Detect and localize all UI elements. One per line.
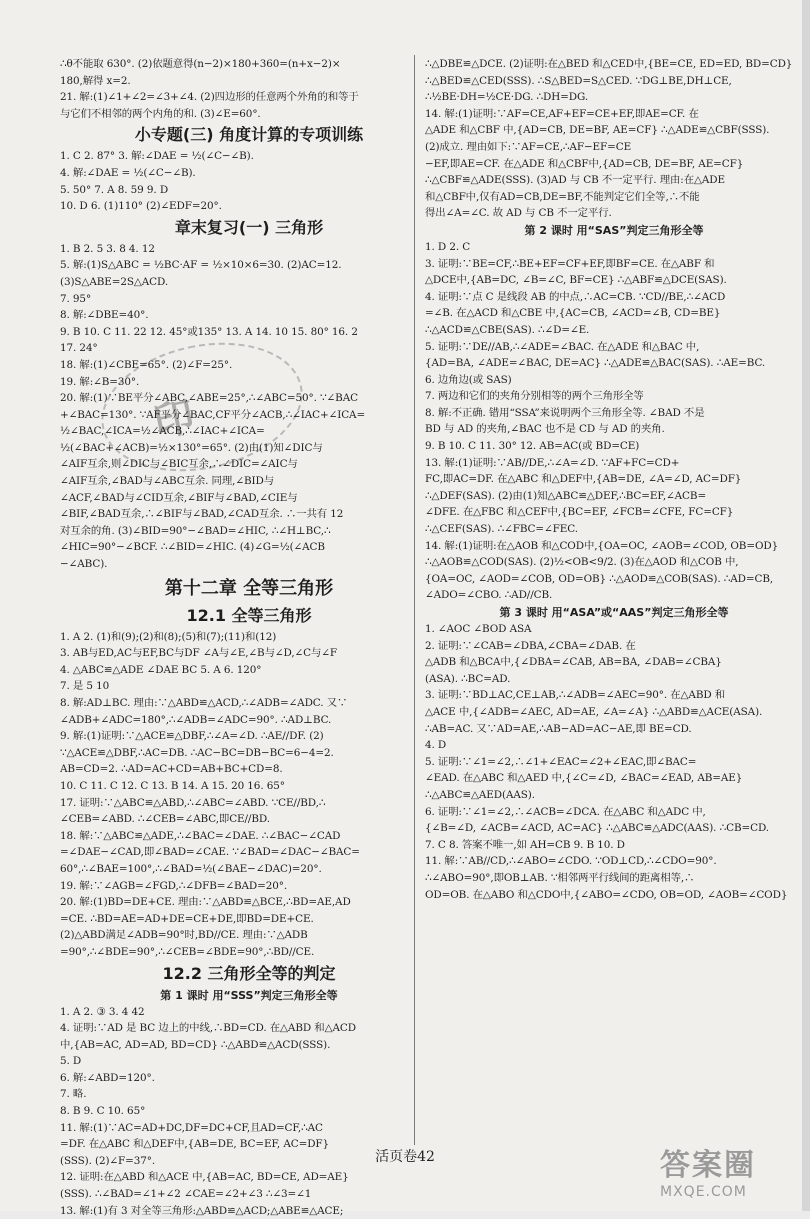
answer-line: 和△CBF中,仅有AD=CB,DE=BF,不能判定它们全等,∴不能 bbox=[425, 190, 700, 203]
answer-line: △ADE 和△CBF 中,{AD=CB, DE=BF, AE=CF} ∴△ADE≌△CBF(SSS). bbox=[425, 124, 770, 137]
answer-line: 6. 证明:∵∠1=∠2,∴∠ACB=∠DCA. 在△ABC 和△ADC 中, bbox=[425, 805, 706, 818]
answer-line: 1. ∠AOC ∠BOD ASA bbox=[425, 623, 532, 635]
answer-line: 对互余的角. (3)∠BID=90°−∠BAD=∠HIC, ∴∠H⊥BC,∴ bbox=[60, 524, 331, 537]
answer-line: ∴△DEF(SAS). (2)由(1)知△ABC≌△DEF,∴BC=EF,∠ACB= bbox=[425, 489, 707, 502]
answer-line: 14. 解:(1)证明:∵AF=CE,AF+EF=CE+EF,即AE=CF. 在 bbox=[425, 107, 699, 120]
answer-line: 20. 解:(1)BD=DE+CE. 理由:∵△ABD≌△BCE,∴BD=AE,AD bbox=[60, 896, 351, 909]
answer-line: {∠B=∠D, ∠ACB=∠ACD, AC=AC} ∴△ABC≌△ADC(AAS). ∴CB=CD. bbox=[425, 822, 770, 835]
answer-line: (ASA). ∴BC=AD. bbox=[425, 672, 511, 685]
answer-line: OD=OB. 在△ABO 和△CDO中,{∠ABO=∠CDO, OB=OD, ∠AOB=∠COD} bbox=[425, 888, 788, 901]
answer-line: 8. B 9. C 10. 65° bbox=[60, 1105, 146, 1118]
answer-line: 13. 解:(1)有 3 对全等三角形:△ABD≌△ACD;△ABE≌△ACE; bbox=[60, 1204, 344, 1217]
answer-line: ∴△CBF≌△ADE(SSS). (3)AD 与 CB 不一定平行. 理由:在△ADE bbox=[425, 174, 725, 187]
answer-line: ∴∠ABO=90°,即OB⊥AB. ∵相邻两平行线间的距离相等,∴ bbox=[425, 871, 695, 884]
answer-line: 7. 是 5 10 bbox=[60, 680, 110, 693]
chapter-title: 第十二章 全等三角形 bbox=[164, 577, 334, 599]
answer-line: 19. 解:∠B=30°. bbox=[60, 375, 140, 388]
answer-line: =∠B. 在△ACD 和△CBE 中,{AC=CB, ∠ACD=∠B, CD=BE} bbox=[425, 307, 721, 320]
answer-line: 4. △ABC≌△ADE ∠DAE BC 5. A 6. 120° bbox=[60, 663, 262, 676]
answer-line: 4. 证明:∵点 C 是线段 AB 的中点,∴AC=CB. ∵CD//BE,∴∠ACD bbox=[425, 290, 726, 303]
answer-line: 17. 证明:∵△ABC≌△ABD,∴∠ABC=∠ABD. ∵CE//BD,∴ bbox=[60, 796, 326, 809]
answer-line: 10. D 6. (1)110° (2)∠EDF=20°. bbox=[60, 200, 222, 213]
right-column bbox=[425, 56, 803, 903]
answer-line: 9. 解:(1)证明:∵△ACE≌△DBF,∴∠A=∠D. ∴AE//DF. (2) bbox=[60, 730, 324, 743]
answer-line: ∠ADO=∠CBO. ∴AD//CB. bbox=[425, 589, 553, 602]
answer-line: 6. 解:∠ABD=120°. bbox=[60, 1071, 155, 1084]
watermark-title: 答案圈 bbox=[660, 1148, 756, 1183]
answer-line: =CE. ∴BD=AE=AD+DE=CE+DE,即BD=DE+CE. bbox=[60, 912, 314, 925]
answer-line: {OA=OC, ∠AOD=∠COB, OD=OB} ∴△AOD≌△COB(SAS). ∴AD=CB, bbox=[425, 572, 774, 585]
answer-line: 12. 证明:在△ABD 和△ACE 中,{AB=AC, BD=CE, AD=AE} bbox=[60, 1171, 349, 1184]
answer-line: (SSS). (2)∠F=37°. bbox=[60, 1154, 156, 1167]
answer-line: 8. 解:不正确. 错用“SSA”来说明两个三角形全等. ∠BAD 不是 bbox=[425, 406, 705, 419]
answer-line: 1. A 2. ③ 3. 4 42 bbox=[60, 1005, 145, 1018]
answer-line: 5. 证明:∵∠1=∠2,∴∠1+∠EAC=∠2+∠EAC,即∠BAC= bbox=[425, 755, 697, 768]
stamp-mark: 印 bbox=[89, 325, 314, 489]
answer-line: 1. B 2. 5 3. 8 4. 12 bbox=[60, 242, 155, 255]
watermark-url: MXQE.COM bbox=[660, 1184, 747, 1200]
page-footer: 活页卷42 bbox=[375, 1149, 435, 1165]
answer-line: △ACE 中,{∠ADB=∠AEC, AD=AE, ∠A=∠A} ∴△ABD≌△ACE(ASA). bbox=[425, 705, 763, 718]
answer-line: 2. 证明:∵∠CAB=∠DBA,∠CBA=∠DAB. 在 bbox=[425, 639, 636, 652]
answer-line: ∠BIF,∠BAD互余,∴∠BIF与∠BAD,∠CAD互余. ∴一共有 12 bbox=[60, 508, 344, 521]
answer-line: 11. 解:∵AB//CD,∴∠ABO=∠CDO. ∵OD⊥CD,∴∠CDO=90°. bbox=[425, 855, 717, 868]
answer-line: 20. 解:(1)∵BE平分∠ABC,∠ABE=25°,∴∠ABC=50°. ∵∠BAC bbox=[60, 392, 358, 405]
answer-line: 17. 24° bbox=[60, 342, 98, 355]
answer-line: △ADB 和△BCA中,{∠DBA=∠CAB, AB=BA, ∠DAB=∠CBA} bbox=[425, 656, 722, 669]
answer-line: 5. 证明:∵DE//AB,∴∠ADE=∠BAC. 在△ADE 和△BAC 中, bbox=[425, 340, 700, 353]
answer-line: ∴△ABC≌△AED(AAS). bbox=[425, 788, 535, 801]
answer-line: (2)成立. 理由如下:∵AF=CE,∴AF−EF=CE bbox=[425, 140, 632, 153]
answer-line: ∠HIC=90°−∠BCF. ∴∠BID=∠HIC. (4)∠G=½(∠ACB bbox=[60, 541, 325, 554]
answer-line: (2)△ABD满足∠ADB=90°时,BD//CE. 理由:∵△ADB bbox=[60, 929, 308, 942]
answer-line: 8. 解:AD⊥BC. 理由:∵△ABD≌△ACD,∴∠ADB=∠ADC. 又∵ bbox=[60, 697, 348, 709]
answer-line: 13. 解:(1)证明:∵AB//DE,∴∠A=∠D. ∵AF+FC=CD+ bbox=[425, 456, 680, 469]
left-column bbox=[60, 56, 438, 1219]
answer-line: 3. 证明:∵BD⊥AC,CE⊥AB,∴∠ADB=∠AEC=90°. 在△ABD 和 bbox=[425, 689, 726, 702]
answer-line: ∠DFE. 在△FBC 和△CEF中,{BC=EF, ∠FCB=∠CFE, FC=CF} bbox=[425, 506, 734, 519]
answer-line: BD 与 AD 的夹角,∠BAC 也不是 CD 与 AD 的夹角. bbox=[425, 423, 665, 436]
section-title: 章末复习(一) 三角形 bbox=[174, 217, 324, 237]
answer-line: 21. 解:(1)∠1+∠2=∠3+∠4. (2)四边形的任意两个外角的和等于 bbox=[60, 91, 359, 104]
answer-line: ∴△DBE≌△DCE. (2)证明:在△BED 和△CED中,{BE=CE, ED=ED, BD=CD} bbox=[425, 58, 793, 70]
answer-line: ½(∠BAC+∠ACB)=½×130°=65°. (2)由(1)知∠DIC与 bbox=[60, 441, 323, 454]
answer-line: 5. D bbox=[60, 1055, 82, 1068]
answer-line: (3)S△ABE=2S△ACD. bbox=[60, 275, 169, 288]
answer-line: ∠AIF互余,则∠DIC与∠BIC互余,∴∠DIC=∠AIC与 bbox=[60, 458, 298, 471]
answer-line: {AD=BA, ∠ADE=∠BAC, DE=AC} ∴△ADE≌△BAC(SAS). ∴AE=BC. bbox=[425, 357, 766, 370]
answer-line: 8. 解:∠DBE=40°. bbox=[60, 309, 149, 322]
answer-line: 1. C 2. 87° 3. 解:∠DAE = ½(∠C−∠B). bbox=[60, 150, 254, 163]
answer-line: 18. 解:∵△ABC≌△ADE,∴∠BAC=∠DAE. ∴∠BAC−∠CAD bbox=[60, 829, 341, 842]
answer-line: 7. 略. bbox=[60, 1088, 87, 1101]
answer-line: (SSS). ∴∠BAD=∠1+∠2 ∠CAE=∠2+∠3 ∴∠3=∠1 bbox=[60, 1188, 312, 1201]
answer-line: ∴△ACD≌△CBE(SAS). ∴∠D=∠E. bbox=[425, 323, 590, 336]
answer-line: 5. 解:(1)S△ABC = ½BC·AF = ½×10×6=30. (2)AC=12. bbox=[60, 259, 342, 272]
section-title: 12.1 全等三角形 bbox=[186, 605, 312, 625]
answer-line: 3. 证明:∵BE=CF,∴BE+EF=CF+EF,即BF=CE. 在△ABF 和 bbox=[425, 257, 715, 270]
answer-line: −EF,即AE=CF. 在△ADE 和△CBF中,{AD=CB, DE=BF, AE=CF} bbox=[425, 157, 744, 170]
answer-line: 1. A 2. (1)和(9);(2)和(8);(5)和(7);(11)和(12) bbox=[60, 630, 277, 643]
answer-line: ½∠BAC,∠ICA=½∠ACB,∴∠IAC+∠ICA= bbox=[60, 425, 265, 438]
answer-line: FC,即AC=DF. 在△ABC 和△DEF中,{AB=DE, ∠A=∠D, AC=DF} bbox=[425, 473, 742, 486]
answer-line: 19. 解:∵∠AGB=∠FGD,∴∠DFB=∠BAD=20°. bbox=[60, 879, 288, 892]
answer-line: ∠ADB+∠ADC=180°,∴∠ADB=∠ADC=90°. ∴AD⊥BC. bbox=[60, 713, 332, 726]
lesson-title: 第 3 课时 用“ASA”或“AAS”判定三角形全等 bbox=[499, 606, 729, 619]
answer-line: AB=CD=2. ∴AD=AC+CD=AB+BC+CD=8. bbox=[60, 763, 283, 776]
answer-line: 9. B 10. C 11. 30° 12. AB=AC(或 BD=CE) bbox=[425, 440, 640, 453]
answer-line: 10. C 11. C 12. C 13. B 14. A 15. 20 16. 65° bbox=[60, 779, 285, 792]
answer-line: 4. D bbox=[425, 739, 447, 752]
answer-line: ∠EAD. 在△ABC 和△AED 中,{∠C=∠D, ∠BAC=∠EAD, AB=AE} bbox=[425, 772, 743, 785]
answer-line: 4. 证明:∵AD 是 BC 边上的中线,∴BD=CD. 在△ABD 和△ACD bbox=[60, 1022, 356, 1035]
answer-line: =DF. 在△ABC 和△DEF中,{AB=DE, BC=EF, AC=DF} bbox=[60, 1138, 330, 1151]
answer-line: +∠BAC=130°. ∵AF平分∠BAC,CF平分∠ACB,∴∠IAC+∠ICA= bbox=[60, 408, 366, 421]
answer-line: 1. D 2. C bbox=[425, 240, 471, 253]
answer-line: 得出∠A=∠C. 故 AD 与 CB 不一定平行. bbox=[425, 207, 612, 220]
answer-line: ∵△ACE≌△DBF,∴AC=DB. ∴AC−BC=DB−BC=6−4=2. bbox=[60, 746, 334, 759]
answer-line: 中,{AB=AC, AD=AD, BD=CD} ∴△ABD≌△ACD(SSS). bbox=[60, 1038, 331, 1051]
lesson-title: 第 1 课时 用“SSS”判定三角形全等 bbox=[160, 988, 338, 1002]
section-title: 12.2 三角形全等的判定 bbox=[162, 963, 336, 983]
answer-line: 5. 50° 7. A 8. 59 9. D bbox=[60, 183, 169, 196]
answer-line: 11. 解:(1)∵AC=AD+DC,DF=DC+CF,且AD=CF,∴AC bbox=[60, 1121, 323, 1134]
answer-line: ∠AIF互余,∠BAD与∠ABC互余. 同理,∠BID与 bbox=[60, 475, 275, 488]
answer-line: 3. AB与ED,AC与EF,BC与DF ∠A与∠E,∠B与∠D,∠C与∠F bbox=[60, 647, 337, 660]
answer-line: 7. 95° bbox=[60, 292, 92, 305]
answer-line: 7. 两边和它们的夹角分别相等的两个三角形全等 bbox=[425, 390, 644, 403]
answer-line: 与它们不相邻的两个内角的和. (3)∠E=60°. bbox=[60, 107, 261, 120]
answer-line: ∠ACF,∠BAD与∠CID互余,∠BIF与∠BAD,∠CIE与 bbox=[60, 491, 298, 504]
answer-line: ∴△AOB≌△COD(SAS). (2)½<OB<9/2. (3)在△AOD 和△COB 中, bbox=[425, 556, 739, 569]
answer-line: ∠CEB=∠ABD. ∴∠CEB=∠ABC,即CE//BD. bbox=[60, 813, 270, 826]
answer-line: 14. 解:(1)证明:在△AOB 和△COD中,{OA=OC, ∠AOB=∠COD, OB=OD} bbox=[425, 539, 779, 552]
answer-line: 180,解得 x=2. bbox=[60, 74, 131, 87]
answer-line: ∴½BE·DH=½CE·DG. ∴DH=DG. bbox=[425, 91, 589, 104]
answer-line: ∴△BED≌△CED(SSS). ∴S△BED=S△CED. ∵DG⊥BE,DH⊥CE, bbox=[425, 74, 732, 87]
answer-line: 6. 边角边(或 SAS) bbox=[425, 373, 512, 386]
answer-line: △DCE中,{AB=DC, ∠B=∠C, BF=CE} ∴△ABF≌△DCE(SAS). bbox=[425, 274, 727, 287]
answer-line: 18. 解:(1)∠CBE=65°. (2)∠F=25°. bbox=[60, 358, 233, 371]
answer-line: 7. C 8. 答案不唯一,如 AH=CB 9. B 10. D bbox=[425, 838, 625, 851]
answer-line: 9. B 10. C 11. 22 12. 45°或135° 13. A 14. 10 15. 80° 16. 2 bbox=[60, 325, 358, 338]
watermark-logo bbox=[660, 1140, 800, 1206]
answer-line: =90°,∴∠BDE=90°,∴∠CEB=∠BDE=90°,∴BD//CE. bbox=[60, 945, 315, 958]
answer-line: 60°,∴∠BAE=100°,∴∠BAD=½(∠BAE−∠DAC)=20°. bbox=[60, 862, 322, 875]
answer-line: =∠DAE−∠CAD,即∠BAD=∠CAE. ∵∠BAD=∠DAC−∠BAC= bbox=[60, 846, 360, 859]
answer-line: ∴AB=AC. 又∵AD=AE,∴AB−AD=AC−AE,即 BE=CD. bbox=[425, 722, 692, 735]
answer-line: ∴△CEF(SAS). ∴∠FBC=∠FEC. bbox=[425, 523, 578, 536]
answer-line: −∠ABC). bbox=[60, 558, 108, 571]
answer-line: ∴θ不能取 630°. (2)依题意得(n−2)×180+360=(n+x−2)× bbox=[60, 58, 341, 70]
page-edge bbox=[802, 0, 810, 1211]
answer-line: 4. 解:∠DAE = ½(∠C−∠B). bbox=[60, 166, 196, 179]
section-title: 小专题(三) 角度计算的专项训练 bbox=[134, 125, 364, 145]
lesson-title: 第 2 课时 用“SAS”判定三角形全等 bbox=[524, 223, 704, 237]
